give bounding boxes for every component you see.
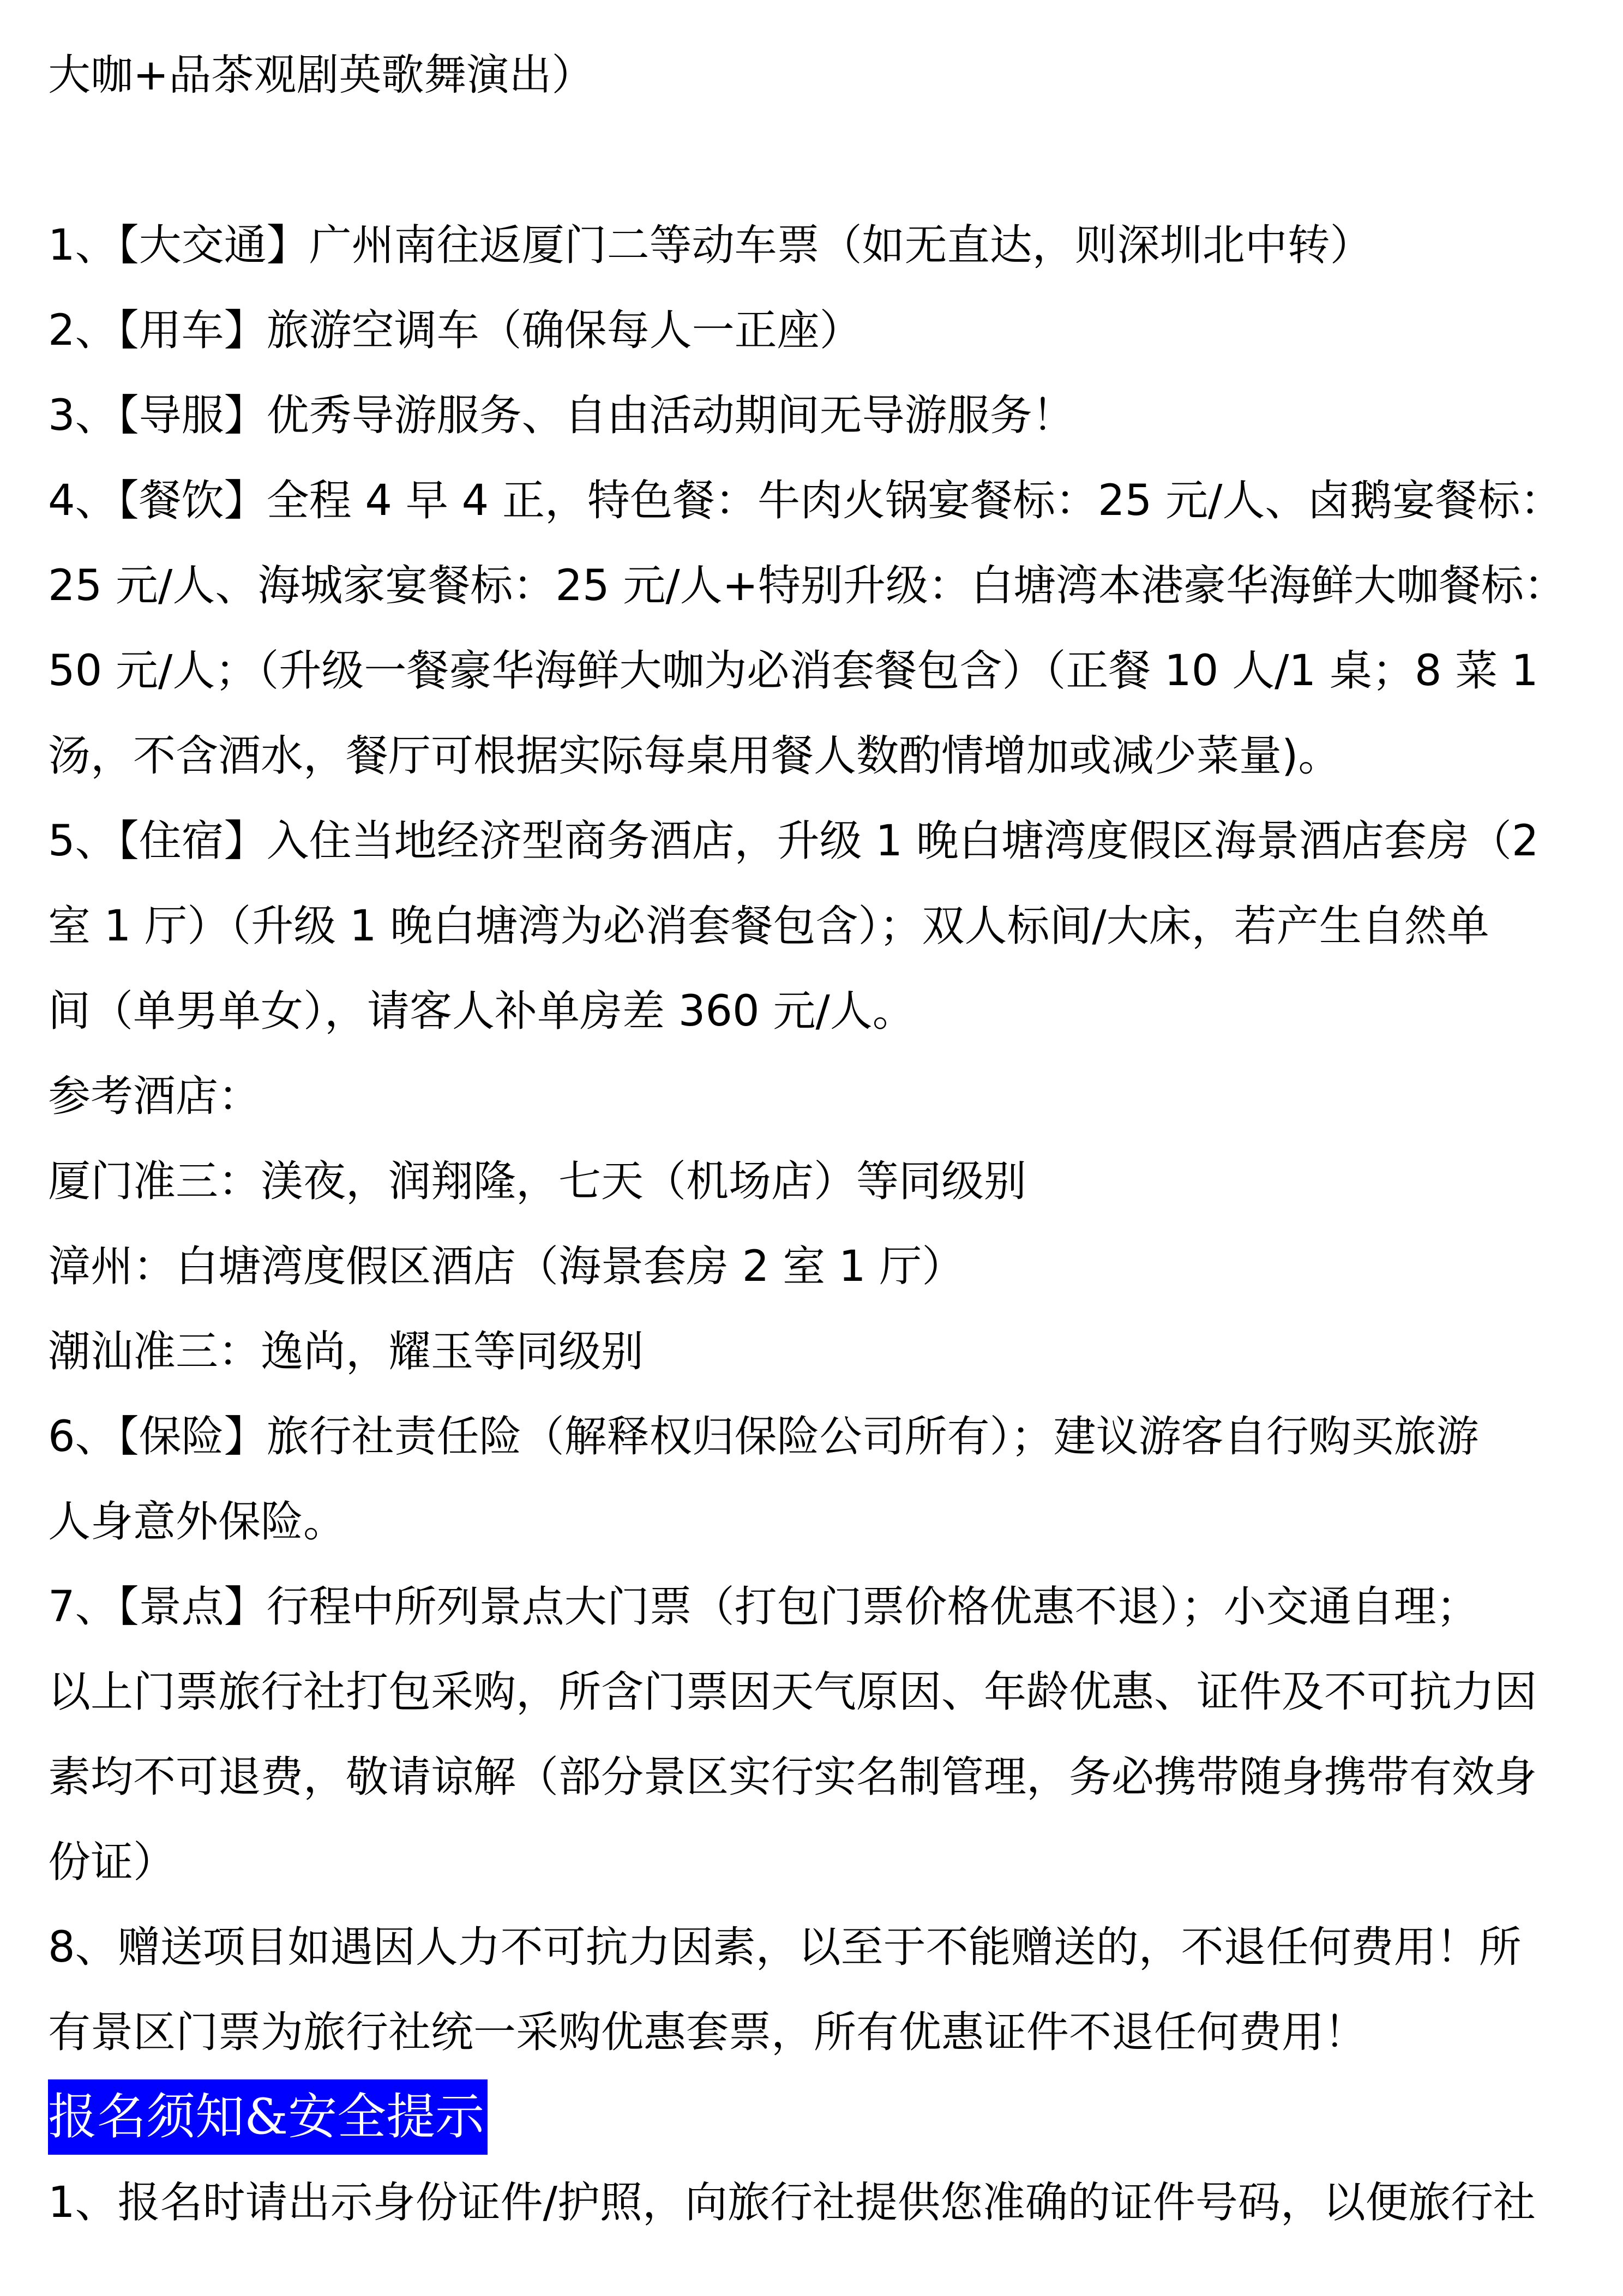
text-line-meals-4: 汤，不含酒水，餐厅可根据实际每桌用餐人数酌情增加或减少菜量)。 (48, 732, 1341, 781)
blank-gap (48, 118, 1586, 203)
text-line-intro: 大咖+品茶观剧英歌舞演出） (48, 51, 594, 100)
text-line-hotel-ref: 参考酒店： (48, 1072, 261, 1121)
text-line-hotel-zhangzhou: 漳州：白塘湾度假区酒店（海景套房 2 室 1 厅） (48, 1242, 965, 1291)
text-line-signup-1: 1、报名时请出示身份证件/护照，向旅行社提供您准确的证件号码，以便旅行社 (48, 2178, 1536, 2227)
text-line-gifts-1: 8、赠送项目如遇因人力不可抗力因素，以至于不能赠送的，不退任何费用！所 (48, 1923, 1522, 1972)
text-line-guide: 3、【导服】优秀导游服务、自由活动期间无导游服务！ (48, 391, 1075, 440)
document-page (48, 33, 1586, 2245)
text-line-lodging-2: 室 1 厅）（升级 1 晚白塘湾为必消套餐包含）；双人标间/大床，若产生自然单 (48, 902, 1489, 951)
text-line-sights-3: 素均不可退费，敬请谅解（部分景区实行实名制管理，务必携带随身携带有效身 (48, 1753, 1537, 1802)
text-line-vehicle: 2、【用车】旅游空调车（确保每人一正座） (48, 306, 862, 355)
text-line-meals-1: 4、【餐饮】全程 4 早 4 正，特色餐：牛肉火锅宴餐标：25 元/人、卤鹅宴餐标： (48, 476, 1563, 525)
text-line-hotel-xiamen: 厦门准三：渼夜，润翔隆，七天（机场店）等同级别 (48, 1157, 1027, 1206)
text-line-insurance-2: 人身意外保险。 (48, 1497, 346, 1546)
text-line-meals-3: 50 元/人；（升级一餐豪华海鲜大咖为必消套餐包含）（正餐 10 人/1 桌；8 菜 1 (48, 646, 1538, 696)
section-heading-row (48, 2075, 1586, 2160)
text-line-sights-1: 7、【景点】行程中所列景点大门票（打包门票价格优惠不退）；小交通自理； (48, 1582, 1479, 1632)
text-line-lodging-3: 间（单男单女），请客人补单房差 360 元/人。 (48, 987, 915, 1036)
text-line-sights-4: 份证） (48, 1838, 176, 1887)
text-line-hotel-chaoshan: 潮汕准三：逸尚，耀玉等同级别 (48, 1327, 644, 1376)
section-heading: 报名须知&安全提示 (48, 2079, 488, 2155)
text-line-insurance-1: 6、【保险】旅行社责任险（解释权归保险公司所有）；建议游客自行购买旅游 (48, 1412, 1479, 1461)
text-line-transport: 1、【大交通】广州南往返厦门二等动车票（如无直达，则深圳北中转） (48, 221, 1373, 270)
text-line-gifts-2: 有景区门票为旅行社统一采购优惠套票，所有优惠证件不退任何费用！ (48, 2008, 1367, 2057)
text-line-lodging-1: 5、【住宿】入住当地经济型商务酒店，升级 1 晚白塘湾度假区海景酒店套房（2 (48, 817, 1539, 866)
text-line-meals-2: 25 元/人、海城家宴餐标：25 元/人+特别升级：白塘湾本港豪华海鲜大咖餐标： (48, 561, 1567, 610)
text-line-sights-2: 以上门票旅行社打包采购，所含门票因天气原因、年龄优惠、证件及不可抗力因 (48, 1668, 1537, 1717)
